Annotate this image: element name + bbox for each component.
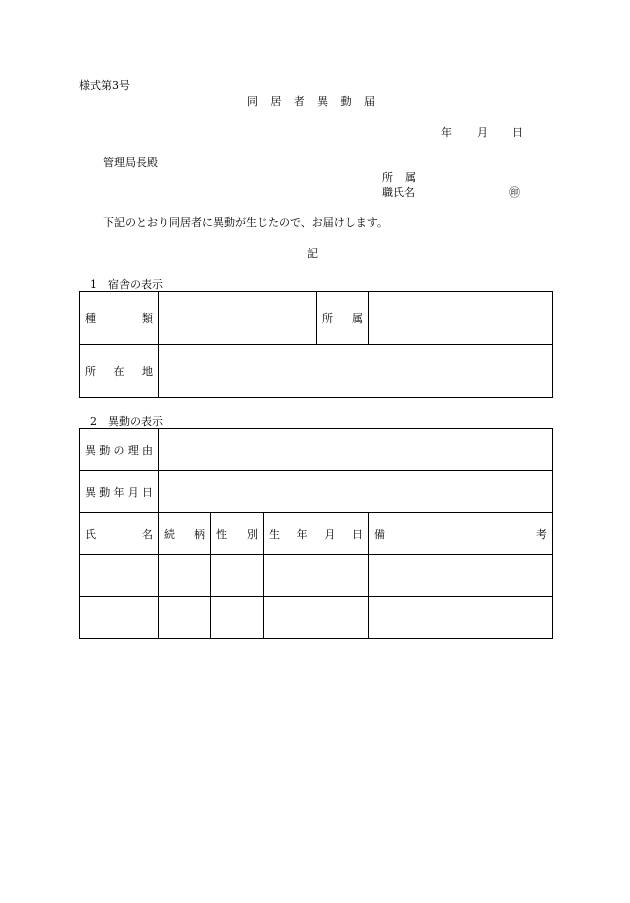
seal-mark: ㊞ bbox=[509, 186, 520, 199]
change-date-value-cell[interactable] bbox=[159, 471, 553, 513]
addressee: 管理局長殿 bbox=[103, 156, 158, 169]
location-value-cell[interactable] bbox=[159, 345, 553, 398]
ki-heading: 記 bbox=[307, 247, 318, 260]
section2-heading: 2 異動の表示 bbox=[90, 415, 163, 428]
dormitory-table bbox=[79, 291, 553, 398]
sex-cell[interactable] bbox=[211, 555, 264, 597]
table-row bbox=[80, 555, 553, 597]
birthdate-cell[interactable] bbox=[264, 555, 369, 597]
remarks-cell[interactable] bbox=[369, 555, 553, 597]
table-row bbox=[80, 597, 553, 639]
dorm-affiliation-label-cell: 所 属 bbox=[317, 292, 369, 345]
reason-value-cell[interactable] bbox=[159, 429, 553, 471]
birthdate-cell[interactable] bbox=[264, 597, 369, 639]
reason-label-cell: 異 動 の 理 由 bbox=[80, 429, 159, 471]
section1-heading: 1 宿舎の表示 bbox=[90, 278, 163, 291]
date-day-label: 日 bbox=[512, 126, 523, 139]
applicant-affiliation-label: 所 属 bbox=[382, 171, 416, 184]
date-month-label: 月 bbox=[477, 126, 488, 139]
change-table bbox=[79, 428, 553, 639]
col-header-relation: 続 柄 bbox=[159, 513, 211, 555]
name-cell[interactable] bbox=[80, 597, 159, 639]
name-cell[interactable] bbox=[80, 555, 159, 597]
type-label-cell: 種 類 bbox=[80, 292, 159, 345]
intro-text: 下記のとおり同居者に異動が生じたので、お届けします。 bbox=[103, 216, 388, 229]
form-number: 様式第3号 bbox=[79, 79, 130, 92]
form-title: 同 居 者 異 動 届 bbox=[247, 95, 375, 108]
relation-cell[interactable] bbox=[159, 555, 211, 597]
col-header-birthdate: 生 年 月 日 bbox=[264, 513, 369, 555]
applicant-name-label: 職氏名 bbox=[382, 186, 415, 199]
col-header-name: 氏 名 bbox=[80, 513, 159, 555]
location-label-cell: 所 在 地 bbox=[80, 345, 159, 398]
date-year-label: 年 bbox=[441, 126, 452, 139]
change-date-label-cell: 異 動 年 月 日 bbox=[80, 471, 159, 513]
dorm-affiliation-value-cell[interactable] bbox=[369, 292, 553, 345]
type-value-cell[interactable] bbox=[159, 292, 317, 345]
relation-cell[interactable] bbox=[159, 597, 211, 639]
sex-cell[interactable] bbox=[211, 597, 264, 639]
remarks-cell[interactable] bbox=[369, 597, 553, 639]
col-header-sex: 性 別 bbox=[211, 513, 264, 555]
col-header-remarks: 備 考 bbox=[369, 513, 553, 555]
